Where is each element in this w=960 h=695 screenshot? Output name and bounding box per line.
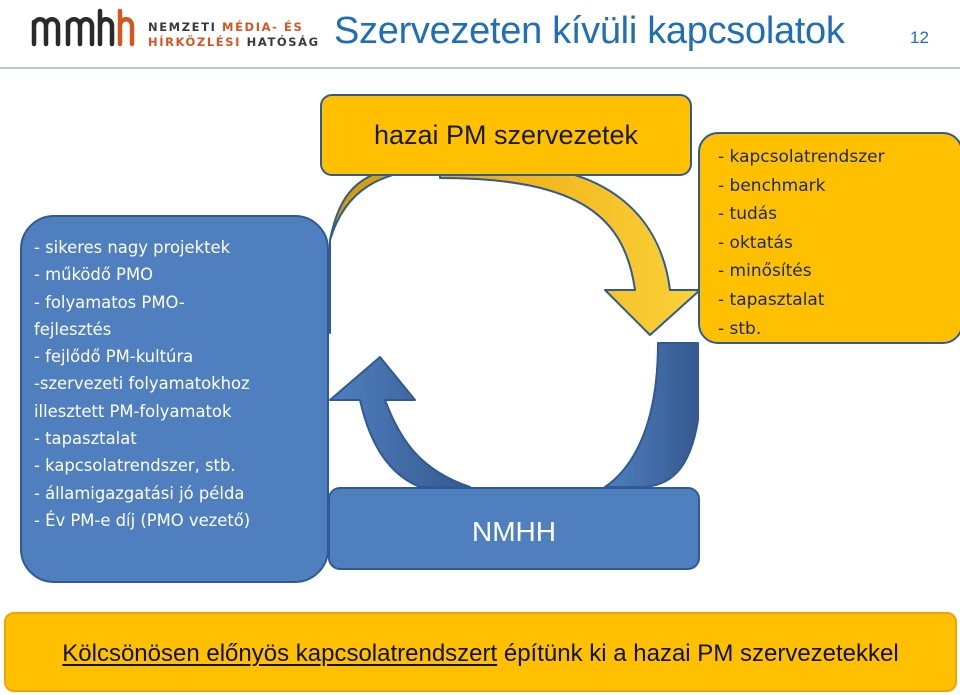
list-item: - kapcsolatrendszer, stb. xyxy=(34,456,236,476)
list-item: fejlesztés xyxy=(34,319,112,339)
list-item: - tapasztalat xyxy=(34,429,137,449)
arrow-bottom-left-icon xyxy=(330,357,470,487)
arrow-to-left-icon xyxy=(605,343,698,487)
summary-rest: építünk ki a hazai PM szervezetekkel xyxy=(497,640,899,667)
pmo-benefits-box xyxy=(20,215,329,583)
list-item: - államigazgatási jó példa xyxy=(34,483,245,503)
page-number: 12 xyxy=(910,28,929,47)
logo-text-2b: HATÓSÁG xyxy=(246,35,320,49)
list-item: - sikeres nagy projektek xyxy=(34,238,231,257)
slide-title: Szervezeten kívüli kapcsolatok xyxy=(334,10,845,52)
list-item: - működő PMO xyxy=(34,265,153,285)
list-item: - Év PM-e díj (PMO vezető) xyxy=(34,510,251,530)
list-item: -szervezeti folyamatokhoz xyxy=(34,374,250,394)
list-item: - folyamatos PMO- xyxy=(34,292,185,312)
arrow-to-right-icon xyxy=(330,166,700,335)
list-item: - benchmark xyxy=(718,175,826,196)
logo-text-1b: MÉDIA- ÉS xyxy=(222,20,304,34)
nmhh-label: NMHH xyxy=(472,515,556,547)
logo-text-1a: NEMZETI xyxy=(148,20,223,34)
summary-banner xyxy=(4,612,957,692)
list-item: - oktatás xyxy=(718,232,793,253)
list-item: - fejlődő PM-kultúra xyxy=(34,347,194,367)
domestic-pm-orgs-box xyxy=(320,94,692,176)
summary-underlined: Kölcsönösen előnyös kapcsolatrendszert xyxy=(62,640,498,667)
list-item: - minősítés xyxy=(718,261,812,282)
nmhh-box xyxy=(328,487,700,570)
list-item: - kapcsolatrendszer xyxy=(718,147,885,167)
list-item: - tapasztalat xyxy=(718,289,825,310)
list-item: illesztett PM-folyamatok xyxy=(34,401,232,421)
list-item: - tudás xyxy=(718,204,778,225)
list-item: - stb. xyxy=(718,318,762,339)
domestic-pm-orgs-label: hazai PM szervezetek xyxy=(373,119,639,150)
org-benefits-box xyxy=(698,132,960,344)
logo-text-2a: HÍRKÖZLÉSI xyxy=(148,35,247,49)
